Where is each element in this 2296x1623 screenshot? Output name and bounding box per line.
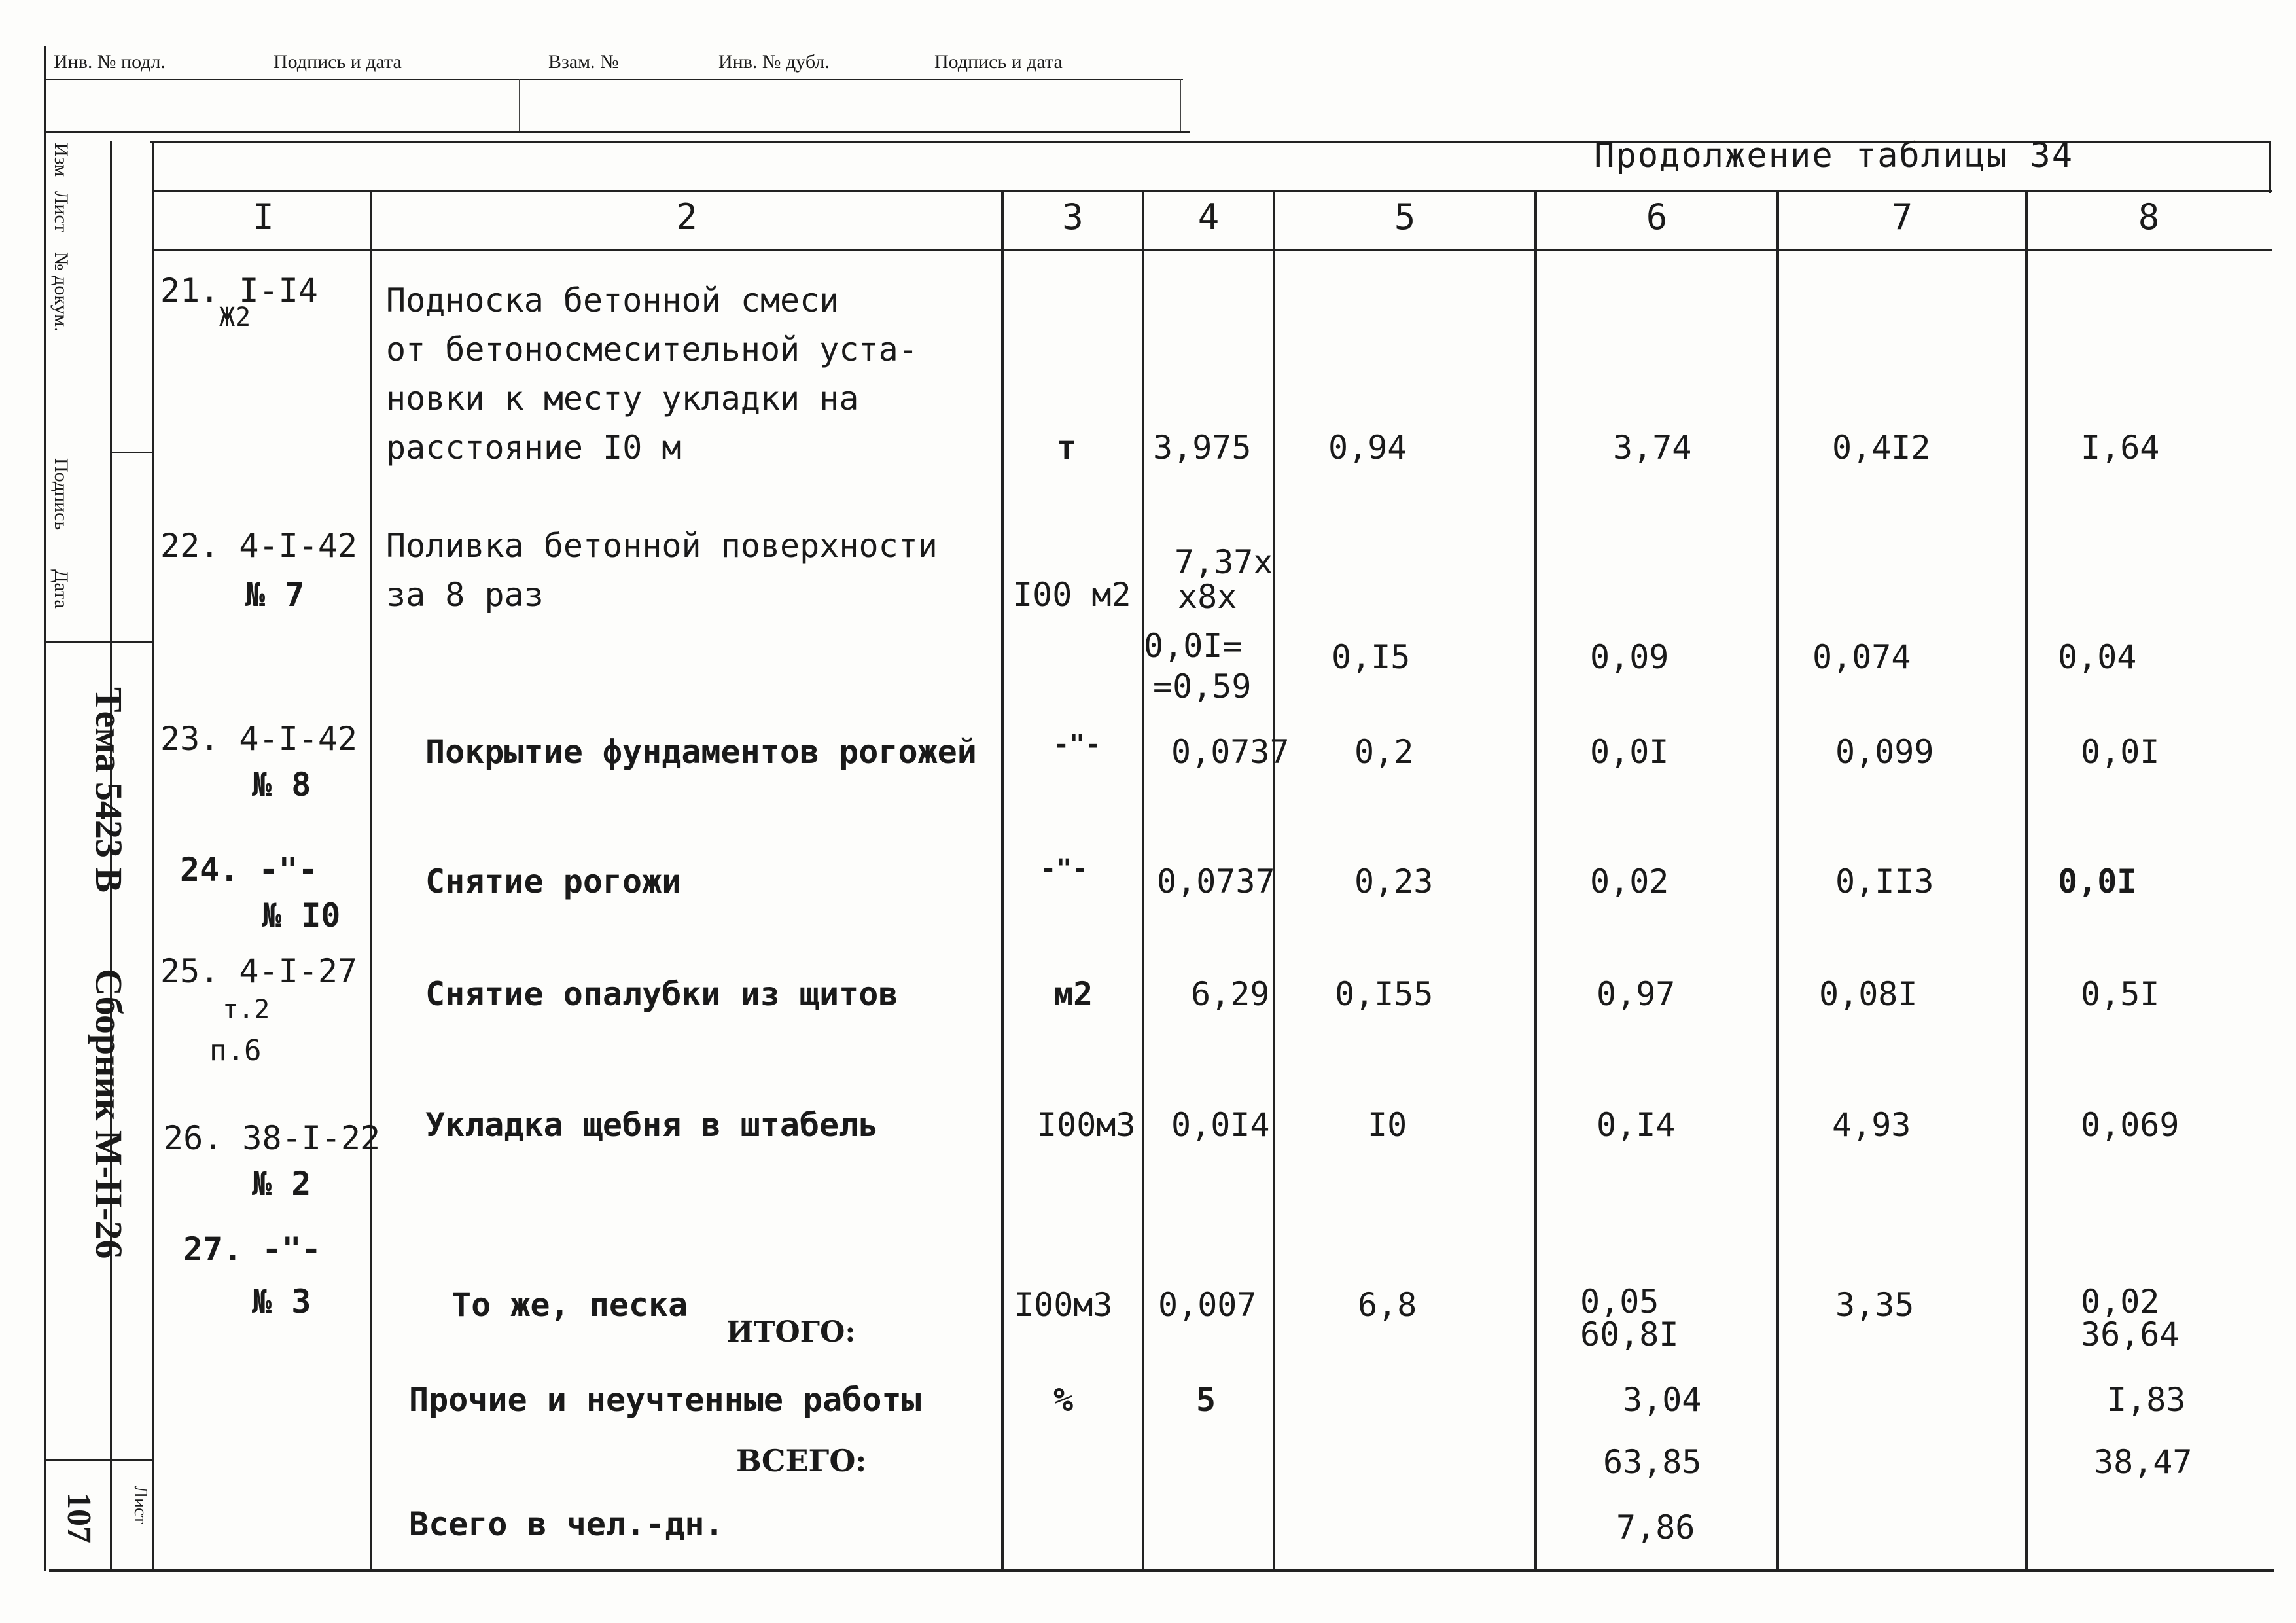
row-unit: I00м3 xyxy=(1037,1106,1136,1144)
row-code-sub: № I0 xyxy=(262,897,341,935)
row-c5: 6,8 xyxy=(1358,1286,1417,1324)
col-header-3: 3 xyxy=(1062,196,1084,238)
sidebar-list: Лист xyxy=(50,191,72,232)
stamp-inv-dubl: Инв. № дубл. xyxy=(718,51,830,73)
row-c4: 0,007 xyxy=(1158,1286,1257,1324)
row-code: 22. 4-I-42 xyxy=(160,527,358,565)
table-caption: Продолжение таблицы 34 xyxy=(1594,136,2074,175)
row-c8: 0,0I xyxy=(2081,733,2160,771)
row-code: 23. 4-I-42 xyxy=(160,720,358,758)
row-c5: 0,I5 xyxy=(1332,638,1411,676)
frame-right xyxy=(2269,141,2271,193)
row-c7: 0,074 xyxy=(1812,638,1911,676)
row-c7: 0,4I2 xyxy=(1832,429,1931,467)
row-description: Поливка бетонной поверхности xyxy=(386,527,938,565)
row-code: 26. 38-I-22 xyxy=(164,1119,381,1157)
row-c4: 3,975 xyxy=(1153,429,1252,467)
row-c4: 0,0I4 xyxy=(1171,1106,1270,1144)
row-code-sub: № 8 xyxy=(252,766,311,804)
stamp-vzam: Взам. № xyxy=(548,51,619,73)
row-c7: 4,93 xyxy=(1832,1106,1911,1144)
row-c7: 0,II3 xyxy=(1835,863,1934,901)
col-sep xyxy=(1142,191,1144,1571)
prochie-c8: I,83 xyxy=(2107,1381,2186,1419)
col-header-1: I xyxy=(253,196,274,238)
row-c6: 0,97 xyxy=(1597,975,1676,1013)
prochie-c4: 5 xyxy=(1196,1381,1216,1419)
approval-stamp xyxy=(44,46,1183,132)
row-c5: 0,94 xyxy=(1328,429,1407,467)
sheet-number: 107 xyxy=(60,1492,97,1543)
itogo-c6: 60,8I xyxy=(1580,1315,1679,1353)
row-description: Снятие рогожи xyxy=(425,863,682,901)
row-c6: 0,05 xyxy=(1580,1283,1659,1321)
row-c5: 0,2 xyxy=(1354,733,1414,771)
stamp-line xyxy=(44,79,1183,80)
row-description: за 8 раз xyxy=(386,576,544,614)
row-c8: 0,069 xyxy=(2081,1106,2180,1144)
row-code-sub: Ж2 xyxy=(219,302,251,332)
prochie-c6: 3,04 xyxy=(1623,1381,1702,1419)
row-code-sub: № 2 xyxy=(252,1165,311,1203)
col-header-4: 4 xyxy=(1197,196,1220,238)
prochie-label: Прочие и неучтенные работы xyxy=(409,1381,921,1419)
row-c4: 0,0I= xyxy=(1144,627,1243,665)
vsego-c8: 38,47 xyxy=(2094,1443,2193,1481)
row-c6: 3,74 xyxy=(1613,429,1692,467)
col-sep xyxy=(370,191,372,1571)
col-header-5: 5 xyxy=(1394,196,1416,238)
row-unit: м2 xyxy=(1053,975,1093,1013)
row-code: 21. I-I4 xyxy=(160,272,318,310)
sidebar-sbornik: Сборник М-II-26 xyxy=(88,969,130,1259)
itogo-label: ИТОГО: xyxy=(726,1315,856,1349)
row-c8: 0,5I xyxy=(2081,975,2160,1013)
row-c4: 0,0737 xyxy=(1171,733,1290,771)
sidebar-izm: Изм xyxy=(50,143,72,177)
sidebar-border xyxy=(152,141,154,1571)
row-c4: х8х xyxy=(1178,578,1237,616)
row-code-sub: т.2 xyxy=(222,995,270,1025)
vsego-c6: 63,85 xyxy=(1603,1443,1702,1481)
row-c4: 0,0737 xyxy=(1157,863,1275,901)
sidebar-n-dokum: № докум. xyxy=(50,252,72,332)
sidebar-tema: Тема 5423 В xyxy=(88,687,130,893)
row-c6: 0,I4 xyxy=(1597,1106,1676,1144)
row-code-sub: № 7 xyxy=(245,576,305,614)
row-c7: 0,08I xyxy=(1819,975,1918,1013)
sidebar-sep xyxy=(111,452,152,453)
row-description: То же, песка xyxy=(451,1286,688,1324)
col-header-2: 2 xyxy=(676,196,698,238)
row-c8: 0,02 xyxy=(2081,1283,2160,1321)
stamp-inv-podl: Инв. № подл. xyxy=(54,51,166,73)
row-description: расстояние I0 м xyxy=(386,429,682,467)
row-c6: 0,09 xyxy=(1590,638,1669,676)
row-c8: I,64 xyxy=(2081,429,2160,467)
row-c5: I0 xyxy=(1368,1106,1407,1144)
col-header-8: 8 xyxy=(2138,196,2160,238)
vsego-dn-label: Всего в чел.-дн. xyxy=(409,1505,724,1543)
col-sep xyxy=(1534,191,1537,1571)
vsego-dn-c6: 7,86 xyxy=(1616,1508,1695,1546)
stamp-podpis-data-1: Подпись и дата xyxy=(274,51,402,73)
frame-bottom xyxy=(49,1569,2274,1572)
sidebar-data: Дата xyxy=(50,569,72,609)
sidebar-podpis: Подпись xyxy=(50,458,72,531)
row-unit: I00м3 xyxy=(1014,1286,1113,1324)
row-description: Подноска бетонной смеси xyxy=(386,281,839,319)
row-c4: 6,29 xyxy=(1191,975,1270,1013)
row-c6: 0,0I xyxy=(1590,733,1669,771)
row-c7: 3,35 xyxy=(1835,1286,1915,1324)
row-code: 27. -"- xyxy=(183,1230,321,1268)
stamp-divider xyxy=(1180,79,1181,131)
row-description: Покрытие фундаментов рогожей xyxy=(425,733,977,771)
row-unit: -"- xyxy=(1053,730,1101,760)
stamp-divider xyxy=(519,79,520,131)
row-description: Снятие опалубки из щитов xyxy=(425,975,898,1013)
col-header-7: 7 xyxy=(1891,196,1913,238)
row-code-sub: п.6 xyxy=(209,1034,262,1067)
row-c4: =0,59 xyxy=(1153,668,1252,705)
vsego-label: ВСЕГО: xyxy=(736,1443,867,1478)
row-unit: -"- xyxy=(1040,854,1088,884)
row-code-sub: № 3 xyxy=(252,1283,311,1321)
row-c6: 0,02 xyxy=(1590,863,1669,901)
col-sep xyxy=(2025,191,2028,1571)
row-unit: т xyxy=(1057,429,1077,467)
header-bottom-line xyxy=(152,249,2272,251)
col-sep xyxy=(1776,191,1779,1571)
row-c5: 0,23 xyxy=(1354,863,1434,901)
frame-top-stamp xyxy=(44,131,1190,133)
row-code: 25. 4-I-27 xyxy=(160,952,358,990)
row-c4: 7,37х xyxy=(1174,543,1273,581)
row-description: Укладка щебня в штабель xyxy=(425,1106,879,1144)
row-description: от бетоносмесительной уста- xyxy=(386,330,918,368)
row-c7: 0,099 xyxy=(1835,733,1934,771)
row-unit: I00 м2 xyxy=(1013,576,1131,614)
stamp-podpis-data-2: Подпись и дата xyxy=(934,51,1063,73)
sidebar-sep xyxy=(46,1459,154,1461)
row-c8: 0,0I xyxy=(2058,863,2137,901)
sidebar-sep xyxy=(46,641,154,643)
table-top-line xyxy=(152,190,2272,192)
row-c8: 0,04 xyxy=(2058,638,2137,676)
row-code: 24. -"- xyxy=(180,851,318,889)
row-description: новки к месту укладки на xyxy=(386,380,859,418)
col-sep xyxy=(1001,191,1004,1571)
sidebar-list-label: Лист xyxy=(130,1486,150,1524)
frame-left xyxy=(44,46,46,1571)
itogo-c8: 36,64 xyxy=(2081,1315,2180,1353)
col-header-6: 6 xyxy=(1646,196,1668,238)
row-c5: 0,I55 xyxy=(1335,975,1434,1013)
prochie-unit: % xyxy=(1053,1381,1074,1419)
